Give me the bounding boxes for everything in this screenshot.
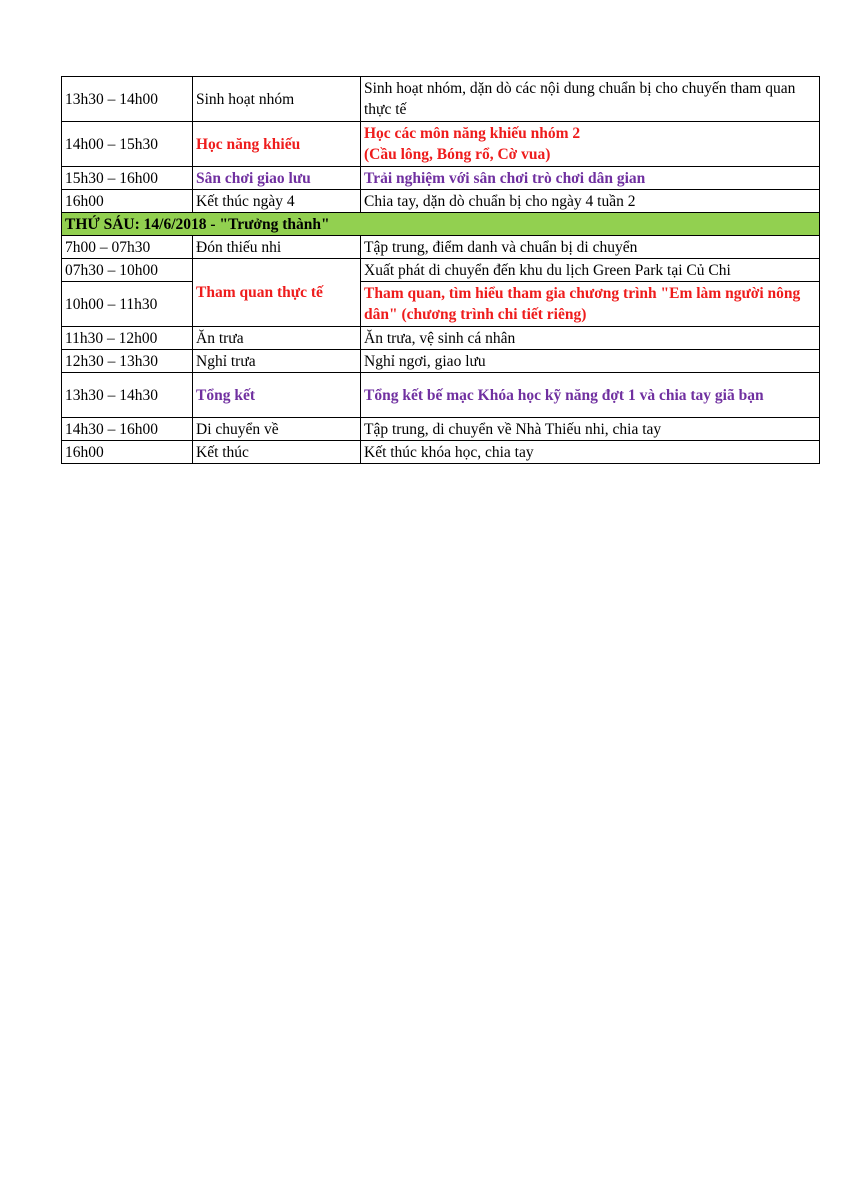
table-row xyxy=(62,77,820,122)
description-cell: Nghỉ ngơi, giao lưu xyxy=(361,350,820,373)
table-row xyxy=(62,373,820,418)
description-cell: Ăn trưa, vệ sinh cá nhân xyxy=(361,327,820,350)
activity-cell: Sân chơi giao lưu xyxy=(193,167,361,190)
time-cell: 14h00 – 15h30 xyxy=(62,122,193,167)
table-row xyxy=(62,418,820,441)
activity-cell: Kết thúc xyxy=(193,441,361,464)
time-cell: 7h00 – 07h30 xyxy=(62,236,193,259)
table-row xyxy=(62,167,820,190)
description-line: (Cầu lông, Bóng rổ, Cờ vua) xyxy=(364,146,551,163)
time-cell: 13h30 – 14h00 xyxy=(62,77,193,122)
table-row xyxy=(62,122,820,167)
description-line: Học các môn năng khiếu nhóm 2 xyxy=(364,125,581,142)
activity-cell: Di chuyển về xyxy=(193,418,361,441)
description-cell: Chia tay, dặn dò chuẩn bị cho ngày 4 tuần 2 xyxy=(361,190,820,213)
description-cell: Tập trung, di chuyển về Nhà Thiếu nhi, chia tay xyxy=(361,418,820,441)
time-cell: 15h30 – 16h00 xyxy=(62,167,193,190)
activity-cell: Nghỉ trưa xyxy=(193,350,361,373)
activity-cell: Tham quan thực tế xyxy=(193,259,361,327)
description-cell: Kết thúc khóa học, chia tay xyxy=(361,441,820,464)
time-cell: 16h00 xyxy=(62,441,193,464)
time-cell: 16h00 xyxy=(62,190,193,213)
description-cell: Sinh hoạt nhóm, dặn dò các nội dung chuẩn bị cho chuyến tham quan thực tế xyxy=(361,77,820,122)
table-row xyxy=(62,259,820,282)
activity-cell: Ăn trưa xyxy=(193,327,361,350)
activity-cell: Sinh hoạt nhóm xyxy=(193,77,361,122)
time-cell: 07h30 – 10h00 xyxy=(62,259,193,282)
schedule-table xyxy=(61,76,820,464)
description-cell: Trải nghiệm với sân chơi trò chơi dân gian xyxy=(361,167,820,190)
time-cell: 12h30 – 13h30 xyxy=(62,350,193,373)
description-cell: Tổng kết bế mạc Khóa học kỹ năng đợt 1 và chia tay giã bạn xyxy=(361,373,820,418)
activity-cell: Kết thúc ngày 4 xyxy=(193,190,361,213)
description-cell xyxy=(361,122,820,167)
time-cell: 10h00 – 11h30 xyxy=(62,282,193,327)
activity-cell: Đón thiếu nhi xyxy=(193,236,361,259)
table-row xyxy=(62,441,820,464)
activity-cell: Tổng kết xyxy=(193,373,361,418)
day-header-row xyxy=(62,213,820,236)
table-row xyxy=(62,327,820,350)
description-cell: Tham quan, tìm hiểu tham gia chương trình "Em làm người nông dân" (chương trình chi tiết riêng) xyxy=(361,282,820,327)
day-header: THỨ SÁU: 14/6/2018 - "Trưởng thành" xyxy=(62,213,820,236)
table-row xyxy=(62,236,820,259)
table-row xyxy=(62,282,820,327)
table-row xyxy=(62,190,820,213)
time-cell: 13h30 – 14h30 xyxy=(62,373,193,418)
description-cell: Tập trung, điểm danh và chuẩn bị di chuyển xyxy=(361,236,820,259)
description-cell: Xuất phát di chuyển đến khu du lịch Green Park tại Củ Chi xyxy=(361,259,820,282)
time-cell: 14h30 – 16h00 xyxy=(62,418,193,441)
table-row xyxy=(62,350,820,373)
activity-cell: Học năng khiếu xyxy=(193,122,361,167)
time-cell: 11h30 – 12h00 xyxy=(62,327,193,350)
